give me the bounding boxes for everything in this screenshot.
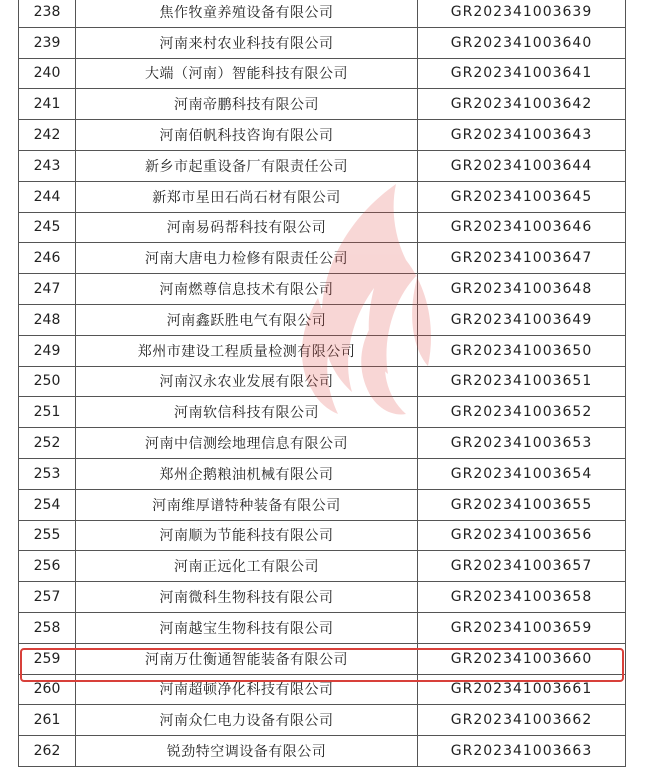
company-name: 锐劲特空调设备有限公司 [76, 736, 418, 767]
certificate-code: GR202341003653 [418, 428, 626, 459]
table-row [19, 674, 626, 705]
row-number: 259 [19, 643, 76, 674]
row-number: 260 [19, 674, 76, 705]
certificate-code: GR202341003643 [418, 120, 626, 151]
certificate-code: GR202341003648 [418, 274, 626, 305]
company-name: 河南燃尊信息技术有限公司 [76, 274, 418, 305]
table-row [19, 397, 626, 428]
row-number: 243 [19, 150, 76, 181]
table-row [19, 551, 626, 582]
certificate-code: GR202341003659 [418, 612, 626, 643]
table-row [19, 212, 626, 243]
company-name: 河南正远化工有限公司 [76, 551, 418, 582]
certificate-code: GR202341003640 [418, 27, 626, 58]
certificate-code: GR202341003649 [418, 304, 626, 335]
table-row [19, 458, 626, 489]
table-row [19, 0, 626, 27]
company-name: 河南中信测绘地理信息有限公司 [76, 428, 418, 459]
company-name: 新乡市起重设备厂有限责任公司 [76, 150, 418, 181]
company-name: 大端（河南）智能科技有限公司 [76, 58, 418, 89]
row-number: 242 [19, 120, 76, 151]
table-row [19, 243, 626, 274]
row-number: 255 [19, 520, 76, 551]
row-number: 256 [19, 551, 76, 582]
row-number: 249 [19, 335, 76, 366]
row-number: 246 [19, 243, 76, 274]
table-row [19, 58, 626, 89]
company-name: 新郑市星田石尚石材有限公司 [76, 181, 418, 212]
table-row [19, 150, 626, 181]
table-row [19, 366, 626, 397]
row-number: 250 [19, 366, 76, 397]
certificate-table [18, 0, 626, 767]
row-number: 253 [19, 458, 76, 489]
row-number: 239 [19, 27, 76, 58]
row-number: 241 [19, 89, 76, 120]
certificate-code: GR202341003657 [418, 551, 626, 582]
row-number: 261 [19, 705, 76, 736]
certificate-code: GR202341003641 [418, 58, 626, 89]
table-row [19, 120, 626, 151]
table-row [19, 612, 626, 643]
company-name: 河南鑫跃胜电气有限公司 [76, 304, 418, 335]
company-name: 郑州市建设工程质量检测有限公司 [76, 335, 418, 366]
certificate-code: GR202341003663 [418, 736, 626, 767]
row-number: 238 [19, 0, 76, 27]
company-name: 河南万仕衡通智能装备有限公司 [76, 643, 418, 674]
company-name: 河南顺为节能科技有限公司 [76, 520, 418, 551]
certificate-code: GR202341003658 [418, 582, 626, 613]
company-name: 河南众仁电力设备有限公司 [76, 705, 418, 736]
certificate-code: GR202341003652 [418, 397, 626, 428]
company-name: 河南帝鹏科技有限公司 [76, 89, 418, 120]
table-row [19, 489, 626, 520]
company-name: 河南超顿净化科技有限公司 [76, 674, 418, 705]
certificate-code: GR202341003644 [418, 150, 626, 181]
certificate-code: GR202341003642 [418, 89, 626, 120]
row-number: 251 [19, 397, 76, 428]
certificate-code: GR202341003660 [418, 643, 626, 674]
table-row [19, 736, 626, 767]
table-row [19, 274, 626, 305]
certificate-code: GR202341003661 [418, 674, 626, 705]
row-number: 258 [19, 612, 76, 643]
table-row [19, 705, 626, 736]
table-row-highlighted [19, 643, 626, 674]
table-row [19, 181, 626, 212]
company-name: 河南越宝生物科技有限公司 [76, 612, 418, 643]
row-number: 257 [19, 582, 76, 613]
table-row [19, 27, 626, 58]
certificate-code: GR202341003654 [418, 458, 626, 489]
certificate-code: GR202341003655 [418, 489, 626, 520]
company-name: 郑州企鹅粮油机械有限公司 [76, 458, 418, 489]
row-number: 245 [19, 212, 76, 243]
table-row [19, 89, 626, 120]
table-row [19, 520, 626, 551]
company-name: 河南大唐电力检修有限责任公司 [76, 243, 418, 274]
row-number: 252 [19, 428, 76, 459]
certificate-code: GR202341003650 [418, 335, 626, 366]
certificate-code: GR202341003645 [418, 181, 626, 212]
certificate-code: GR202341003646 [418, 212, 626, 243]
row-number: 240 [19, 58, 76, 89]
company-name: 河南软信科技有限公司 [76, 397, 418, 428]
table-row [19, 335, 626, 366]
certificate-code: GR202341003647 [418, 243, 626, 274]
certificate-code: GR202341003662 [418, 705, 626, 736]
row-number: 262 [19, 736, 76, 767]
table-row [19, 304, 626, 335]
company-name: 河南汉永农业发展有限公司 [76, 366, 418, 397]
certificate-code: GR202341003639 [418, 0, 626, 27]
company-name: 河南易码帮科技有限公司 [76, 212, 418, 243]
certificate-code: GR202341003651 [418, 366, 626, 397]
company-name: 河南佰帆科技咨询有限公司 [76, 120, 418, 151]
table-row [19, 582, 626, 613]
certificate-code: GR202341003656 [418, 520, 626, 551]
company-name: 河南维厚谱特种装备有限公司 [76, 489, 418, 520]
row-number: 248 [19, 304, 76, 335]
company-name: 河南来村农业科技有限公司 [76, 27, 418, 58]
company-name: 焦作牧童养殖设备有限公司 [76, 0, 418, 27]
company-name: 河南微科生物科技有限公司 [76, 582, 418, 613]
row-number: 254 [19, 489, 76, 520]
table-row [19, 428, 626, 459]
row-number: 244 [19, 181, 76, 212]
row-number: 247 [19, 274, 76, 305]
